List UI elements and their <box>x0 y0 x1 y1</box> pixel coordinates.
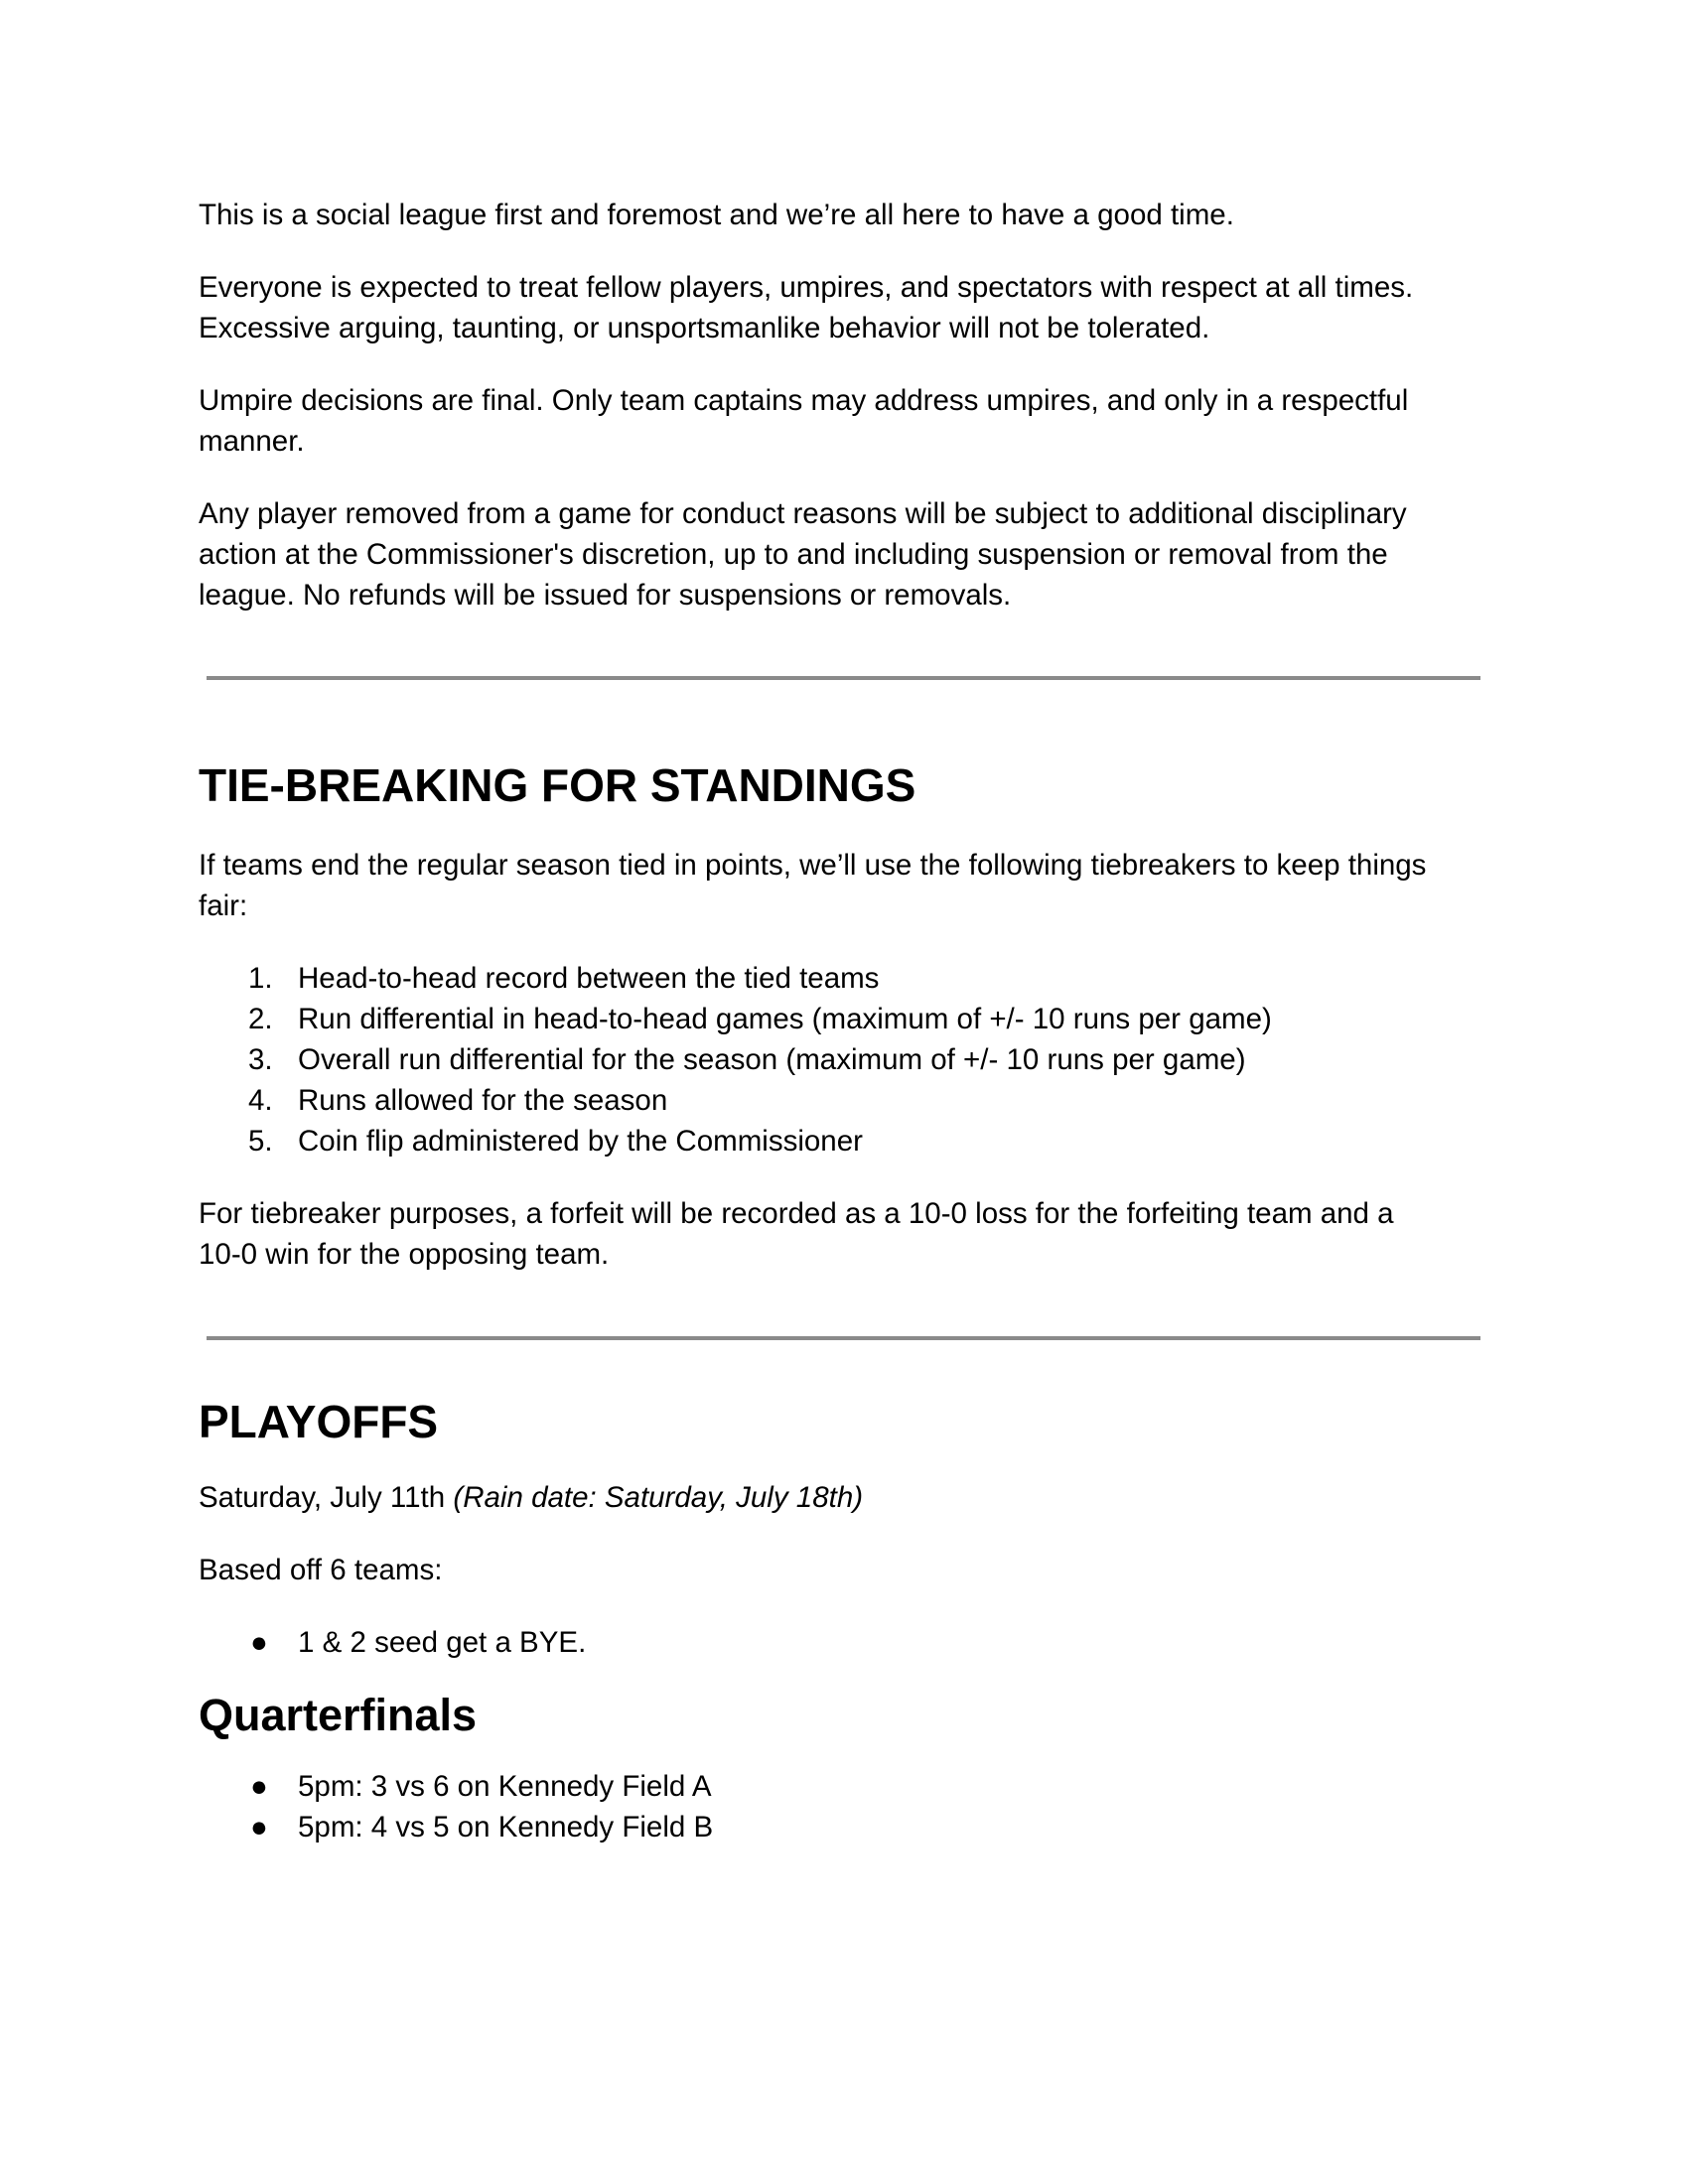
conduct-paragraph-3-line-2: manner. <box>199 425 305 458</box>
conduct-paragraph-2-line-2: Excessive arguing, taunting, or unsportsmanlike behavior will not be tolerated. <box>199 312 1210 344</box>
list-item-text: Runs allowed for the season <box>298 1084 668 1117</box>
list-item-text: Head-to-head record between the tied teams <box>298 962 880 995</box>
quarterfinals-list <box>199 1766 1489 1847</box>
list-item-text: Overall run differential for the season (maximum of +/- 10 runs per game) <box>298 1043 1246 1076</box>
forfeit-paragraph <box>199 1193 1489 1275</box>
conduct-paragraph-3-line-1: Umpire decisions are final. Only team captains may address umpires, and only in a respectful <box>199 384 1409 417</box>
document-page <box>199 195 1489 1847</box>
section-divider-2 <box>207 1336 1480 1340</box>
forfeit-line-2: 10-0 win for the opposing team. <box>199 1238 610 1271</box>
playoffs-bullet-list <box>199 1622 1489 1663</box>
bullet-icon: ● <box>250 1770 268 1803</box>
section-divider-1 <box>207 676 1480 680</box>
tiebreaker-item <box>199 1039 1489 1080</box>
tiebreaker-item <box>199 1080 1489 1121</box>
list-number: 5. <box>248 1125 273 1158</box>
tiebreak-intro-line-1: If teams end the regular season tied in points, we’ll use the following tiebreakers to keep things <box>199 849 1427 882</box>
forfeit-line-1: For tiebreaker purposes, a forfeit will be recorded as a 10-0 loss for the forfeiting team and a <box>199 1197 1394 1230</box>
list-item-text: Run differential in head-to-head games (maximum of +/- 10 runs per game) <box>298 1003 1272 1035</box>
conduct-paragraph-4 <box>199 493 1489 615</box>
bullet-icon: ● <box>250 1626 268 1659</box>
playoffs-heading: PLAYOFFS <box>199 1396 439 1447</box>
list-item-text: 5pm: 4 vs 5 on Kennedy Field B <box>298 1811 714 1843</box>
list-number: 2. <box>248 1003 273 1035</box>
list-number: 3. <box>248 1043 273 1076</box>
conduct-paragraph-4-line-1: Any player removed from a game for conduct reasons will be subject to additional disciplinary <box>199 497 1407 530</box>
quarterfinals-heading: Quarterfinals <box>199 1690 478 1740</box>
tiebreaker-item <box>199 999 1489 1039</box>
playoffs-date <box>199 1477 1489 1518</box>
list-item <box>199 1766 1489 1807</box>
list-item-text: Coin flip administered by the Commissioner <box>298 1125 863 1158</box>
conduct-paragraph-2-line-1: Everyone is expected to treat fellow players, umpires, and spectators with respect at all times. <box>199 271 1414 304</box>
bullet-icon: ● <box>250 1811 268 1843</box>
rain-date-text: (Rain date: Saturday, July 18th) <box>453 1481 864 1514</box>
list-item-text: 5pm: 3 vs 6 on Kennedy Field A <box>298 1770 712 1803</box>
tiebreaker-item <box>199 1121 1489 1161</box>
list-item <box>199 1622 1489 1663</box>
tiebreaker-item <box>199 958 1489 999</box>
conduct-paragraph-4-line-3: league. No refunds will be issued for suspensions or removals. <box>199 579 1012 612</box>
list-number: 4. <box>248 1084 273 1117</box>
playoffs-format: Based off 6 teams: <box>199 1554 443 1586</box>
tiebreaker-list <box>199 958 1489 1161</box>
tiebreak-heading: TIE-BREAKING FOR STANDINGS <box>199 759 916 811</box>
conduct-paragraph-1: This is a social league first and foremost and we’re all here to have a good time. <box>199 199 1234 231</box>
list-item-text: 1 & 2 seed get a BYE. <box>298 1626 587 1659</box>
tiebreak-intro <box>199 845 1489 926</box>
list-item <box>199 1807 1489 1847</box>
tiebreak-intro-line-2: fair: <box>199 889 248 922</box>
conduct-paragraph-4-line-2: action at the Commissioner's discretion, up to and including suspension or removal from the <box>199 538 1388 571</box>
list-number: 1. <box>248 962 273 995</box>
conduct-paragraph-3 <box>199 380 1489 462</box>
playoff-date-text: Saturday, July 11th <box>199 1481 446 1514</box>
conduct-paragraph-2 <box>199 267 1489 348</box>
